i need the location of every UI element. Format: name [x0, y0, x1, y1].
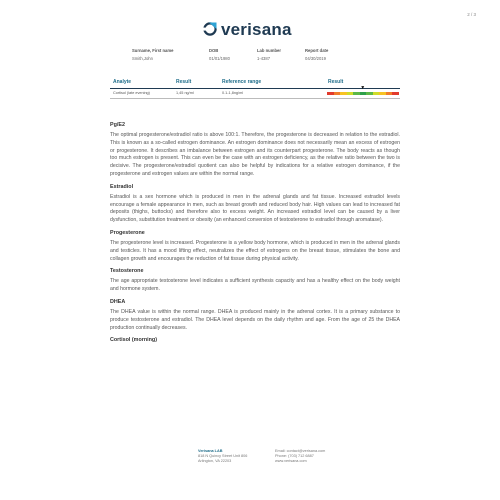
footer-email[interactable]: Email: contact@verisana.com: [275, 449, 326, 453]
header-result-scale: Result: [328, 79, 344, 85]
report-body: [110, 122, 400, 347]
footer-address: Verisana LAB 818 N Quincy Street Unit 806 Arlington, VA 22203: [198, 449, 268, 464]
header-result: Result: [176, 79, 192, 85]
footer-contact: [275, 449, 345, 464]
section-title: Pg/E2: [110, 122, 125, 128]
header-reference-range: Reference range: [222, 79, 262, 85]
section-text: The progesterone level is increased. Progesterone is a yellow body hormone, which is produced in men in the adrenal glands and testicles. It has a mood lifting effect, neutralizes the effect of estrogens on the breast tissue, stimulates the bone and collagen growth and encourages the reduction of fat tissue during physical activity.: [110, 239, 400, 262]
lab-number: Lab number 1-4387: [257, 48, 281, 61]
result-marker-arrow-icon: ▼: [360, 85, 366, 91]
results-header: [110, 78, 400, 89]
row-reference-range: 0.1-1,8ng/ml: [222, 91, 244, 95]
verisana-logo: [203, 19, 292, 39]
row-analyte: Cortisol (late evening): [113, 91, 150, 95]
section-title: DHEA: [110, 298, 126, 305]
report-date: Report date 04/30/2019: [305, 48, 329, 61]
scale-segment: [392, 92, 399, 95]
verisana-logo-icon: [203, 22, 217, 36]
patient-name: Surname, First name Smith,John: [132, 48, 174, 61]
footer-website[interactable]: www.verisana.com: [275, 459, 307, 463]
page-number: 2 / 3: [467, 12, 476, 17]
patient-dob: DOB 01/01/1980: [209, 48, 230, 61]
section-text: The age appropriate testosterone level indicates a sufficient synthesis capacity and has a healthy effect on the body weight and hormone system.: [110, 278, 400, 293]
section-title: Progesterone: [110, 229, 145, 236]
row-result: 1,45 ng/ml: [176, 91, 194, 95]
section-text: Estradiol is a sex hormone which is produced in men in the adrenal glands and fat tissue. Increased estradiol levels encourage a female appearance in men, such as breast growth and reduced body hair. High values can lead to increased fat deposits (thighs, buttocks) and therefore also to excess weight. An increased estradiol level can be caused by a liver dysfunction, substitution treatment or obesity (an enhanced conversion of testosterone to estradiol through aromatase).: [110, 193, 400, 224]
header-analyte: Analyte: [113, 79, 132, 85]
footer-phone: Phone: (703) 712 6887: [275, 454, 314, 458]
result-scale-bar: [327, 92, 399, 95]
section-text: The DHEA value is within the normal range. DHEA is produced mainly in the adrenal cortex. It is a primary substance to produce testosterone and estradiol. The DHEA level depends on the daily rhythm and age. From the age of 25 the DHEA production continually decreases.: [110, 308, 400, 331]
section-title: Testosterone: [110, 268, 144, 275]
section-title: Estradiol: [110, 183, 134, 190]
section-title: Cortisol (morning): [110, 337, 158, 344]
footer-company: Verisana LAB: [198, 449, 223, 453]
logo-wordmark: verisana: [221, 19, 292, 39]
section-text: The optimal progesterone/estradiol ratio is above 100:1. Therefore, the progesterone is decreased in relation to the estradiol. This is known as a so-called estrogen dominance. An estrogen dominance does not necessarily mean an excess of estrogen or progesterone. It describes an imbalance between estrogen and its counterpart progesterone. The body reacts as though too much estrogen is present. This can even be the case with an estrogen deficiency, as the relative ratio between the two is decisive. The progesterone/estradiol quotient can also be helpful by indications for a relative estrogen dominance, if the progesterone and estrogen values are within the normal range.: [110, 132, 400, 177]
